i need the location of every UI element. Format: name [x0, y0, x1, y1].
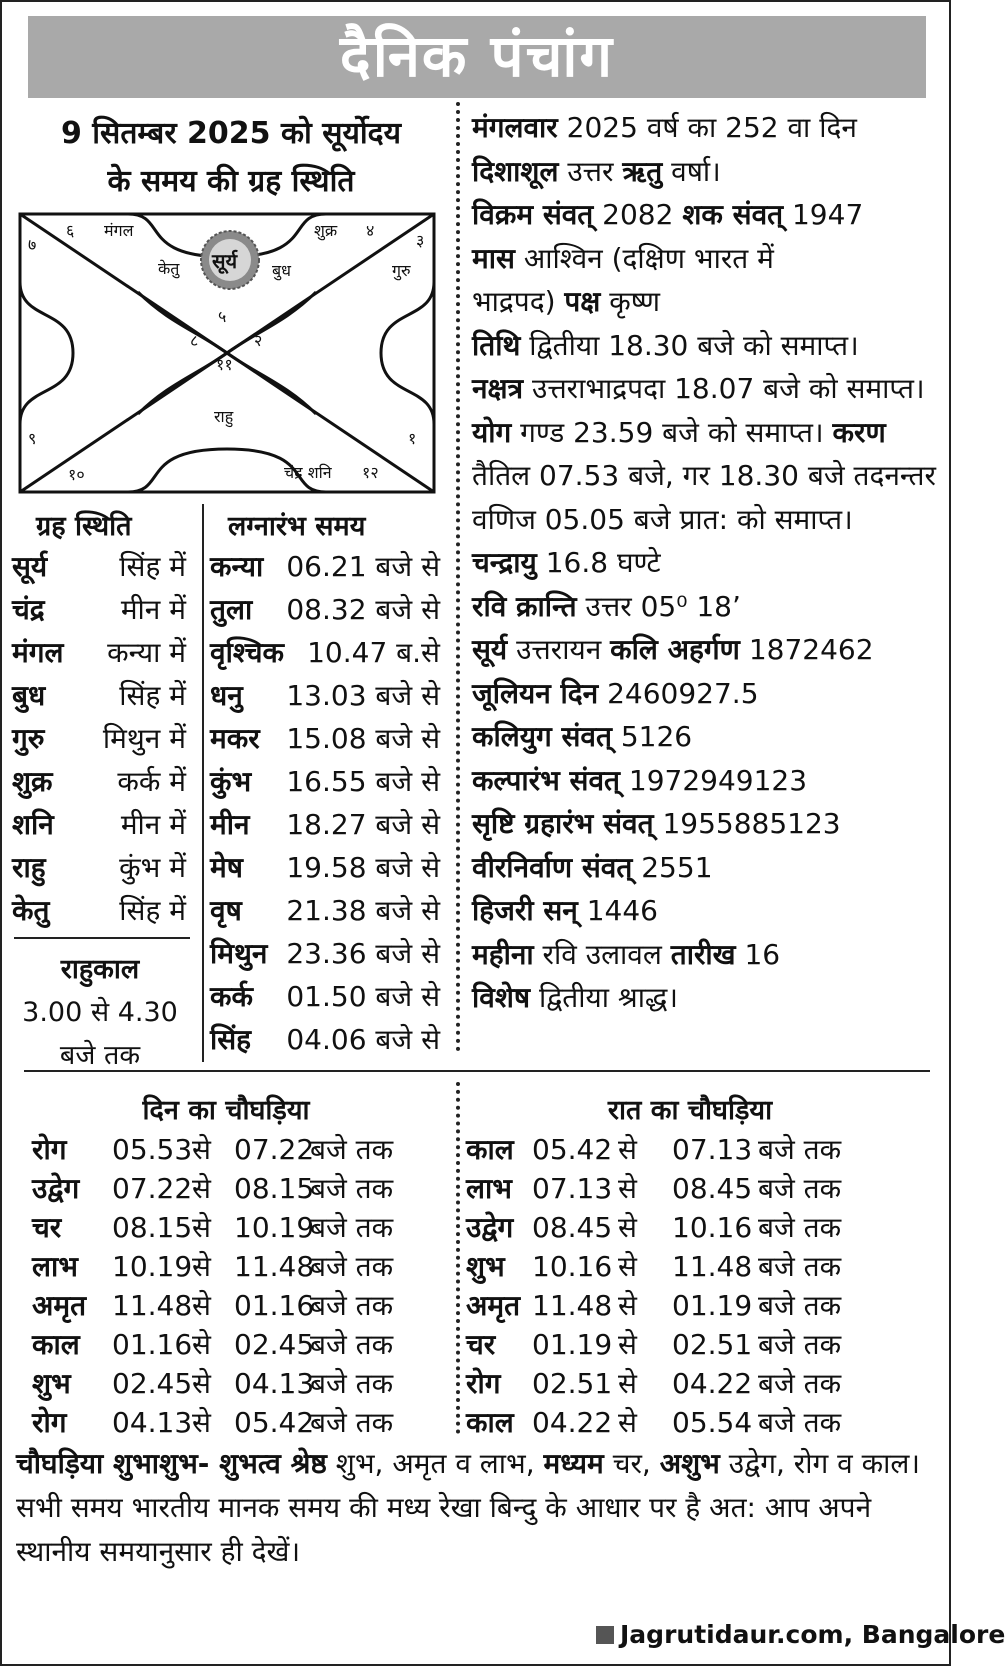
graha-name: सूर्य	[12, 550, 48, 583]
choghadiya-to: 10.19	[234, 1211, 315, 1244]
graha-name: शनि	[12, 808, 54, 841]
choghadiya-sep: से	[192, 1406, 211, 1439]
choghadiya-sep: से	[192, 1211, 211, 1244]
choghadiya-name: रोग	[466, 1367, 501, 1400]
lagna-time: 18.27 बजे से	[286, 808, 440, 841]
choghadiya-row	[466, 1402, 886, 1443]
choghadiya-sep: से	[192, 1133, 211, 1166]
choghadiya-suffix: बजे तक	[310, 1406, 394, 1439]
rahukal-time: 3.00 से 4.30	[22, 997, 178, 1028]
house-number-5: ५	[218, 307, 227, 326]
lagna-row	[210, 931, 440, 977]
graha-sign: सिंह में	[119, 894, 186, 927]
graha-name: चंद्र	[12, 593, 45, 626]
house-number-12: १२	[362, 463, 379, 482]
choghadiya-from: 11.48	[112, 1289, 193, 1322]
planet-budh: बुध	[272, 261, 291, 280]
graha-sign: सिंह में	[119, 679, 186, 712]
house-number-9: ९	[28, 429, 37, 448]
lagna-name: वृष	[210, 894, 242, 927]
choghadiya-row	[466, 1168, 886, 1209]
house-number-6: ६	[66, 221, 75, 240]
choghadiya-row	[466, 1363, 886, 1404]
choghadiya-row	[466, 1324, 886, 1365]
main-divider-vertical-top	[456, 102, 460, 1052]
choghadiya-name: काल	[32, 1328, 80, 1361]
choghadiya-sep: से	[192, 1328, 211, 1361]
info-julian: जूलियन दिन 2460927.5	[472, 676, 759, 710]
choghadiya-from: 01.16	[112, 1328, 193, 1361]
choghadiya-sep: से	[192, 1250, 211, 1283]
lagna-row	[210, 630, 440, 676]
lagna-row	[210, 845, 440, 891]
main-divider-vertical-bottom	[456, 1082, 460, 1434]
choghadiya-row	[32, 1207, 452, 1248]
planets-chandra-shani: चंद्र शनि	[284, 463, 332, 482]
graha-row	[12, 802, 186, 848]
lagna-row	[210, 802, 440, 848]
info-mahina: महीना रवि उलावल तारीख 16	[472, 937, 781, 971]
choghadiya-suffix: बजे तक	[758, 1367, 842, 1400]
footer-credit: Jagrutidaur.com, Bangalore	[596, 1620, 1005, 1649]
lagna-row	[210, 716, 440, 762]
choghadiya-sep: से	[618, 1133, 637, 1166]
choghadiya-sep: से	[618, 1211, 637, 1244]
choghadiya-from: 04.13	[112, 1406, 193, 1439]
choghadiya-suffix: बजे तक	[310, 1289, 394, 1322]
choghadiya-name: चर	[32, 1211, 62, 1244]
choghadiya-to: 05.54	[672, 1406, 753, 1439]
choghadiya-sep: से	[192, 1172, 211, 1205]
choghadiya-from: 05.53	[112, 1133, 193, 1166]
kundali-chart	[18, 212, 436, 494]
lagna-row	[210, 888, 440, 934]
lagna-time: 06.21 बजे से	[286, 550, 440, 583]
lagna-time: 21.38 बजे से	[286, 894, 440, 927]
info-tithi: तिथि द्वितीया 18.30 बजे को समाप्त।	[472, 328, 859, 362]
lagna-name: कन्या	[210, 550, 264, 583]
info-kaliyug: कलियुग संवत् 5126	[472, 720, 693, 753]
info-chandrayu: चन्द्रायु 16.8 घण्टे	[472, 546, 661, 579]
graha-name: गुरु	[12, 722, 45, 755]
lagna-row	[210, 974, 440, 1020]
choghadiya-from: 10.16	[532, 1250, 613, 1283]
lagna-time: 08.32 बजे से	[286, 593, 440, 626]
lagna-heading: लग्नारंभ समय	[228, 511, 366, 542]
choghadiya-name: लाभ	[32, 1250, 78, 1283]
choghadiya-row	[466, 1246, 886, 1287]
choghadiya-sep: से	[618, 1250, 637, 1283]
choghadiya-name: उद्वेग	[32, 1172, 80, 1205]
day-choghadiya-heading: दिन का चौघड़िया	[142, 1095, 310, 1126]
choghadiya-name: काल	[466, 1133, 514, 1166]
choghadiya-to: 04.22	[672, 1367, 753, 1400]
info-weekday: मंगलवार 2025 वर्ष का 252 वा दिन	[472, 111, 857, 144]
graha-name: मंगल	[12, 636, 64, 669]
lagna-name: तुला	[210, 593, 253, 626]
choghadiya-row	[32, 1168, 452, 1209]
graha-lagna-divider	[202, 504, 204, 1062]
choghadiya-suffix: बजे तक	[758, 1406, 842, 1439]
choghadiya-name: रोग	[32, 1133, 67, 1166]
page-banner: दैनिक पंचांग	[28, 16, 926, 98]
graha-row	[12, 845, 186, 891]
lagna-name: मीन	[210, 808, 250, 841]
square-bullet-icon	[596, 1626, 614, 1644]
choghadiya-suffix: बजे तक	[758, 1250, 842, 1283]
graha-row	[12, 587, 186, 633]
choghadiya-row	[32, 1246, 452, 1287]
chart-title	[16, 110, 446, 206]
choghadiya-sep: से	[192, 1367, 211, 1400]
lagna-row	[210, 1017, 440, 1063]
house-number-11: ११	[216, 355, 233, 374]
choghadiya-row	[32, 1285, 452, 1326]
choghadiya-sep: से	[618, 1406, 637, 1439]
choghadiya-name: शुभ	[466, 1250, 505, 1283]
choghadiya-to: 10.16	[672, 1211, 753, 1244]
house-number-3: ३	[416, 231, 425, 250]
footer-note: चौघड़िया शुभाशुभ- शुभत्व श्रेष्ठ शुभ, अमृत व लाभ, मध्यम चर, अशुभ उद्वेग, रोग व काल। सभी समय भारतीय मानक समय की मध्य रेखा बिन्दु के आधार पर है अत: आप अपने स्थानीय समयानुसार ही देखें।	[16, 1447, 920, 1568]
choghadiya-name: अमृत	[32, 1289, 87, 1322]
graha-sign: मीन में	[120, 593, 186, 626]
lagna-time: 23.36 बजे से	[286, 937, 440, 970]
choghadiya-to: 01.19	[672, 1289, 753, 1322]
choghadiya-sep: से	[618, 1367, 637, 1400]
choghadiya-to: 01.16	[234, 1289, 315, 1322]
choghadiya-from: 05.42	[532, 1133, 613, 1166]
graha-row	[12, 630, 186, 676]
choghadiya-row	[32, 1363, 452, 1404]
chart-title-line2: के समय की ग्रह स्थिति	[107, 164, 355, 199]
choghadiya-sep: से	[192, 1289, 211, 1322]
choghadiya-row	[466, 1129, 886, 1170]
choghadiya-to: 11.48	[672, 1250, 753, 1283]
choghadiya-to: 07.13	[672, 1133, 753, 1166]
info-veernirvan: वीरनिर्वाण संवत् 2551	[472, 850, 713, 884]
choghadiya-row	[32, 1324, 452, 1365]
choghadiya-from: 10.19	[112, 1250, 193, 1283]
choghadiya-suffix: बजे तक	[758, 1172, 842, 1205]
panchang-info	[472, 106, 942, 1020]
choghadiya-to: 08.15	[234, 1172, 315, 1205]
rahukal-suffix: बजे तक	[59, 1040, 141, 1071]
choghadiya-to: 04.13	[234, 1367, 315, 1400]
info-nakshatra-yoga-karan: नक्षत्र उत्तराभाद्रपदा 18.07 बजे को समाप्त। योग गण्ड 23.59 बजे को समाप्त। करण तैतिल 07.53 बजे, गर 18.30 बजे तदनन्तर वणिज 05.05 बजे प्रात: को समाप्त।	[472, 372, 936, 536]
info-dishashool: दिशाशूल उत्तर ऋतु वर्षा।	[472, 154, 721, 188]
info-kalparambh: कल्पारंभ संवत् 1972949123	[472, 763, 808, 797]
graha-row	[12, 716, 186, 762]
lagna-name: मकर	[210, 722, 260, 755]
choghadiya-sep: से	[618, 1289, 637, 1322]
choghadiya-from: 04.22	[532, 1406, 613, 1439]
info-surya-kali: सूर्य उत्तरायन कलि अहर्गण 1872462	[472, 633, 874, 666]
choghadiya-name: चर	[466, 1328, 496, 1361]
choghadiya-from: 07.22	[112, 1172, 193, 1205]
graha-row	[12, 888, 186, 934]
graha-row	[12, 673, 186, 719]
lagna-time: 16.55 बजे से	[286, 765, 440, 798]
choghadiya-suffix: बजे तक	[758, 1328, 842, 1361]
graha-sign: कर्क में	[117, 765, 186, 798]
lagna-name: धनु	[210, 679, 243, 712]
planet-ketu: केतु	[158, 259, 180, 278]
house-number-10: १०	[68, 465, 85, 484]
lagna-time: 13.03 बजे से	[286, 679, 440, 712]
planet-shukra: शुक्र	[314, 221, 338, 240]
graha-sign: कन्या में	[107, 636, 186, 669]
info-vishesh: विशेष द्वितीया श्राद्ध।	[472, 981, 678, 1014]
planet-guru: गुरु	[392, 261, 411, 280]
rahukal-box	[10, 948, 190, 1077]
graha-sign: मिथुन में	[102, 722, 186, 755]
choghadiya-suffix: बजे तक	[758, 1133, 842, 1166]
lagna-name: कर्क	[210, 980, 254, 1013]
lagna-time: 01.50 बजे से	[286, 980, 440, 1013]
choghadiya-from: 02.45	[112, 1367, 193, 1400]
choghadiya-to: 11.48	[234, 1250, 315, 1283]
choghadiya-suffix: बजे तक	[310, 1250, 394, 1283]
graha-sign: सिंह में	[119, 550, 186, 583]
info-hijri: हिजरी सन् 1446	[472, 894, 658, 927]
house-number-1: १	[408, 429, 417, 448]
choghadiya-suffix: बजे तक	[310, 1328, 394, 1361]
lagna-name: मेष	[210, 851, 243, 884]
info-ravi-kranti: रवि क्रान्ति उत्तर 05⁰ 18’	[472, 589, 741, 623]
chart-title-line1: 9 सितम्बर 2025 को सूर्योदय	[60, 116, 402, 151]
choghadiya-suffix: बजे तक	[758, 1211, 842, 1244]
house-number-8: ८	[190, 331, 199, 350]
choghadiya-row	[466, 1285, 886, 1326]
choghadiya-from: 02.51	[532, 1367, 613, 1400]
choghadiya-from: 11.48	[532, 1289, 613, 1322]
info-samvat: विक्रम संवत् 2082 शक संवत् 1947	[472, 198, 864, 231]
house-number-7: ७	[28, 235, 37, 254]
choghadiya-from: 08.15	[112, 1211, 193, 1244]
choghadiya-from: 08.45	[532, 1211, 613, 1244]
lagna-name: मिथुन	[210, 937, 268, 970]
house-number-2: २	[254, 331, 263, 350]
choghadiya-name: काल	[466, 1406, 514, 1439]
choghadiya-to: 08.45	[672, 1172, 753, 1205]
choghadiya-row	[32, 1402, 452, 1443]
graha-name: शुक्र	[12, 765, 53, 798]
choghadiya-row	[32, 1129, 452, 1170]
choghadiya-sep: से	[618, 1172, 637, 1205]
graha-row	[12, 544, 186, 590]
choghadiya-suffix: बजे तक	[310, 1367, 394, 1400]
info-srishti: सृष्टि ग्रहारंभ संवत् 1955885123	[472, 807, 841, 840]
choghadiya-to: 02.51	[672, 1328, 753, 1361]
planet-rahu: राहु	[214, 407, 234, 426]
lagna-name: वृश्चिक	[210, 636, 285, 669]
choghadiya-to: 07.22	[234, 1133, 315, 1166]
graha-sign: मीन में	[120, 808, 186, 841]
lagna-time: 19.58 बजे से	[286, 851, 440, 884]
lagna-time: 15.08 बजे से	[286, 722, 440, 755]
choghadiya-suffix: बजे तक	[310, 1172, 394, 1205]
choghadiya-sep: से	[618, 1328, 637, 1361]
choghadiya-suffix: बजे तक	[758, 1289, 842, 1322]
planet-mangal: मंगल	[104, 221, 134, 240]
choghadiya-from: 01.19	[532, 1328, 613, 1361]
choghadiya-name: रोग	[32, 1406, 67, 1439]
graha-name: बुध	[12, 679, 46, 712]
graha-name: राहु	[12, 851, 46, 884]
rahukal-heading: राहुकाल	[60, 954, 140, 985]
choghadiya-from: 07.13	[532, 1172, 613, 1205]
info-maas: मास आश्विन (दक्षिण भारत में भाद्रपद) पक्ष कृष्ण	[472, 241, 774, 318]
graha-divider	[14, 937, 190, 939]
graha-heading: ग्रह स्थिति	[36, 511, 132, 542]
choghadiya-suffix: बजे तक	[310, 1133, 394, 1166]
lagna-name: सिंह	[210, 1023, 252, 1056]
graha-name: केतु	[12, 894, 50, 927]
house-number-4: ४	[366, 221, 375, 240]
graha-sign: कुंभ में	[119, 851, 186, 884]
planet-surya: सूर्य	[212, 249, 238, 273]
lagna-row	[210, 544, 440, 590]
graha-row	[12, 759, 186, 805]
lagna-time: 10.47 ब.से	[307, 636, 440, 669]
night-choghadiya-heading: रात का चौघड़िया	[607, 1095, 773, 1126]
choghadiya-suffix: बजे तक	[310, 1211, 394, 1244]
choghadiya-to: 02.45	[234, 1328, 315, 1361]
lagna-row	[210, 587, 440, 633]
choghadiya-name: लाभ	[466, 1172, 512, 1205]
lagna-row	[210, 759, 440, 805]
choghadiya-to: 05.42	[234, 1406, 315, 1439]
lagna-name: कुंभ	[210, 765, 252, 798]
lagna-row	[210, 673, 440, 719]
choghadiya-name: अमृत	[466, 1289, 521, 1322]
choghadiya-name: उद्वेग	[466, 1211, 514, 1244]
lagna-time: 04.06 बजे से	[286, 1023, 440, 1056]
choghadiya-row	[466, 1207, 886, 1248]
choghadiya-name: शुभ	[32, 1367, 71, 1400]
